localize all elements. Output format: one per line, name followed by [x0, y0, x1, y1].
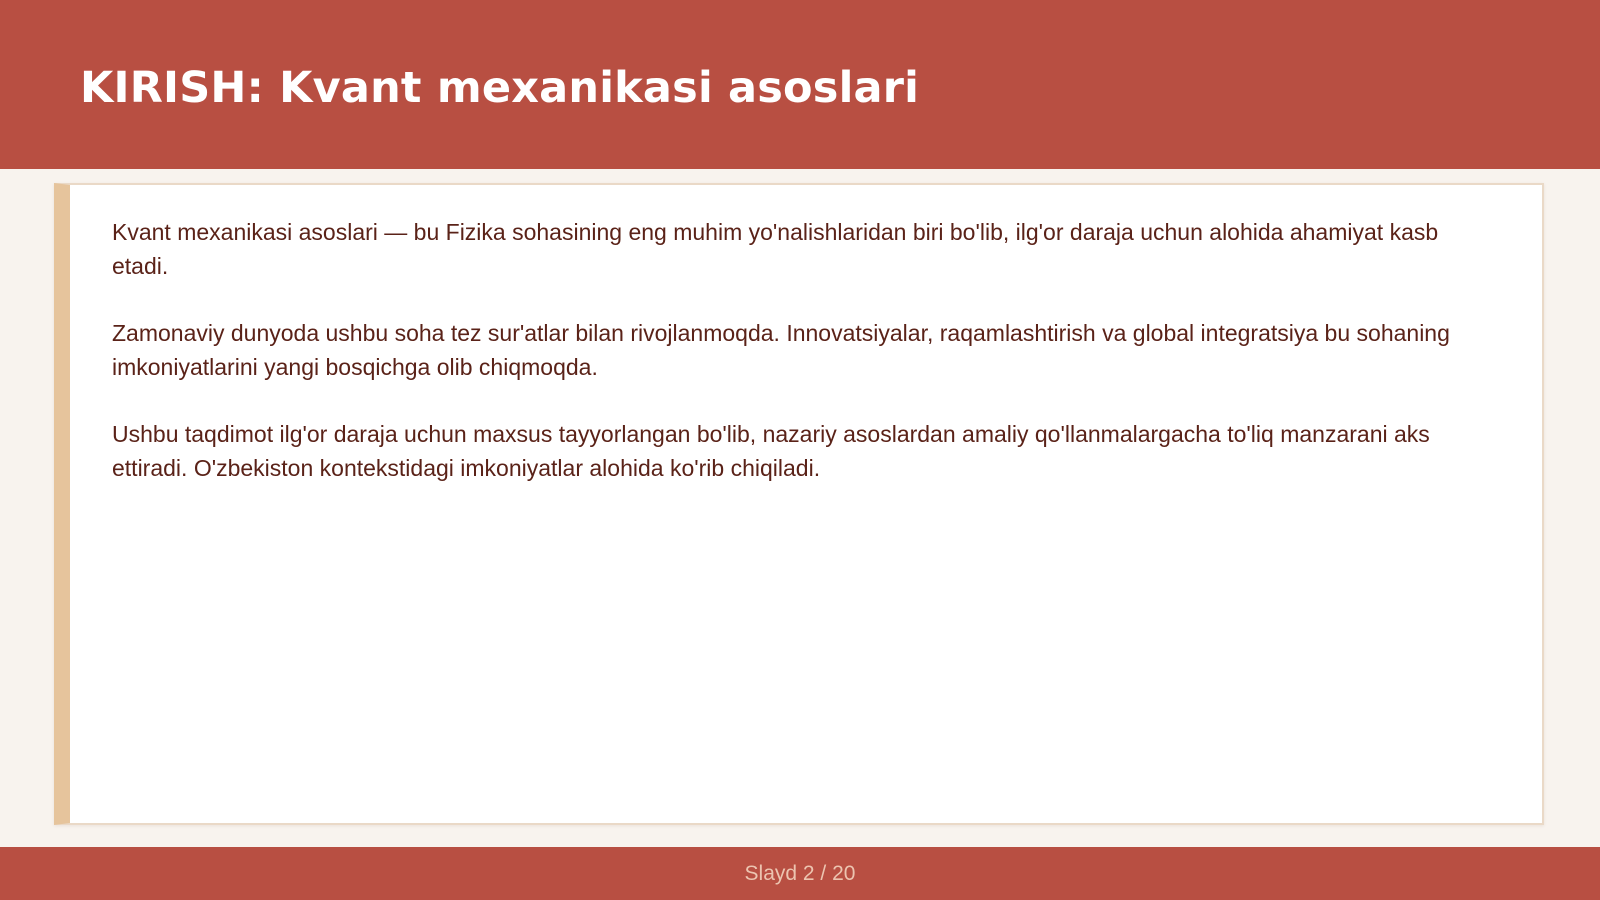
paragraph-intro: Kvant mexanikasi asoslari — bu Fizika sohasining eng muhim yo'nalishlaridan biri bo'lib, ilg'or daraja uchun alohida ahamiyat kasb etadi. [112, 219, 1439, 279]
slide-title: KIRISH: Kvant mexanikasi asoslari [80, 63, 920, 113]
paragraph-modern-world: Zamonaviy dunyoda ushbu soha tez sur'atlar bilan rivojlanmoqda. Innovatsiyalar, raqamlashtirish va global integratsiya bu sohaning imkoniyatlarini yangi bosqichga olib chiqmoqda. [112, 320, 1450, 380]
content-body [112, 215, 1492, 518]
content-card [54, 183, 1544, 825]
slide-number: Slayd 2 / 20 [744, 862, 856, 885]
slide-footer [0, 847, 1600, 900]
paragraph-presentation-scope: Ushbu taqdimot ilg'or daraja uchun maxsus tayyorlangan bo'lib, nazariy asoslardan amaliy qo'llanmalargacha to'liq manzarani aks ettiradi. O'zbekiston kontekstidagi imkoniyatlar alohida ko'rib chiqiladi. [112, 421, 1430, 481]
slide-header [0, 0, 1600, 169]
